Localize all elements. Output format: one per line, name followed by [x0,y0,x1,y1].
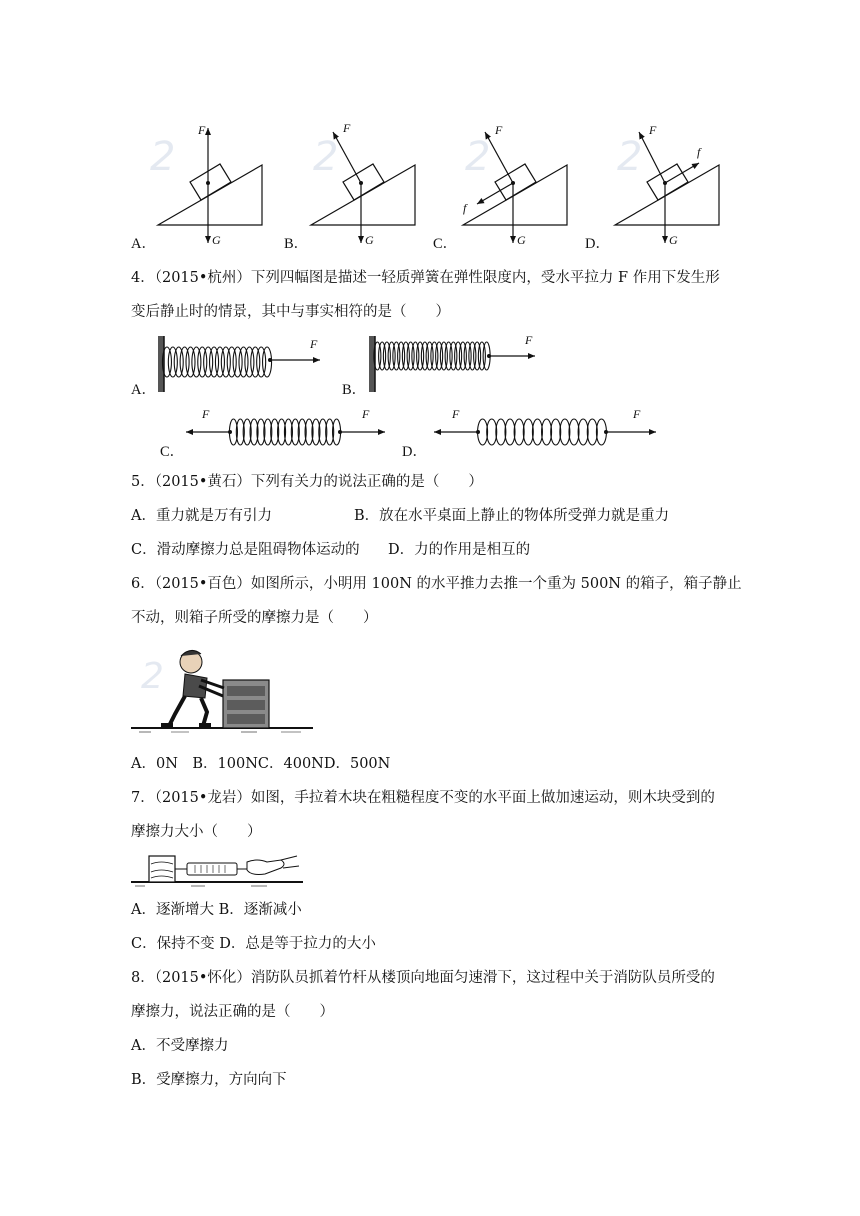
q3-d-force-g: G [669,233,678,247]
q4-a-force: F [310,337,318,351]
spring-coil [523,419,533,445]
q3-b-force-f: F [343,121,351,135]
q3-option-a-label: A． [131,236,156,252]
q3-b-force-g: G [365,233,374,247]
q3-figure-a [150,120,275,250]
q4-figure-c [180,404,395,454]
q4-figure-a [150,332,350,394]
q6-stem-line2: 不动，则箱子所受的摩擦力是（ ） [131,610,378,626]
q3-c-force-f: F [495,123,503,137]
q4-option-d-label: D． [402,444,427,460]
q4-d-force-right: F [633,407,641,421]
q4-figure-d [428,404,663,454]
q3-d-force-f-small: f [697,145,701,159]
q4-figure-b [365,332,565,394]
q3-a-force-g: G [212,233,221,247]
q7-option-cd: C．保持不变 D．总是等于拉力的大小 [131,936,376,952]
q5-option-d: D．力的作用是相互的 [388,542,531,558]
q3-c-force-g: G [517,233,526,247]
q8-stem-line2: 摩擦力，说法正确的是（ ） [131,1004,334,1020]
q5-option-c: C．滑动摩擦力总是阻碍物体运动的 [131,542,360,558]
q6-options: A．0N B．100NC．400ND．500N [131,756,391,772]
spring-coil [532,419,542,445]
q4-option-a-label: A． [131,382,156,398]
spring-coil [487,419,497,445]
q4-option-b-label: B． [342,382,367,398]
svg-text:2: 2 [617,134,643,180]
q6-figure-boy-pushing-box [131,640,316,736]
q6-stem-line1: 6．（2015•百色）如图所示，小明用 100N 的水平推力去推一个重为 500N 的箱子，箱子静止 [131,576,742,592]
q5-option-b: B．放在水平桌面上静止的物体所受弹力就是重力 [354,508,670,524]
q5-stem: 5．（2015•黄石）下列有关力的说法正确的是（ ） [131,474,483,490]
spring-coil [514,419,524,445]
q3-option-d-label: D． [585,236,610,252]
q7-option-ab: A．逐渐增大 B．逐渐减小 [131,902,302,918]
spring-coil [505,419,515,445]
q7-stem-line2: 摩擦力大小（ ） [131,824,262,840]
svg-text:2: 2 [141,656,164,697]
spring-coil [569,419,579,445]
q3-option-b-label: B． [284,236,309,252]
q4-stem-line2: 变后静止时的情景，其中与事实相符的是（ ） [131,304,450,320]
q3-a-force-f: F [198,123,206,137]
q4-c-force-right: F [362,407,370,421]
q4-c-force-left: F [202,407,210,421]
q8-option-b: B．受摩擦力，方向向下 [131,1072,287,1088]
spring-coil [496,419,506,445]
q4-b-force: F [525,333,533,347]
q8-option-a: A．不受摩擦力 [131,1038,229,1054]
q3-figure-c [455,120,580,250]
spring-coil [578,419,588,445]
q3-d-force-f: F [649,123,657,137]
q7-figure-block-pulled [131,852,306,888]
spring-coil [263,347,272,377]
q3-figure-d [607,120,732,250]
q3-c-force-f-small: f [463,201,467,215]
q4-stem-line1: 4．（2015•杭州）下列四幅图是描述一轻质弹簧在弹性限度内，受水平拉力 F 作用下发生形 [131,270,720,286]
q7-stem-line1: 7．（2015•龙岩）如图，手拉着木块在粗糙程度不变的水平面上做加速运动，则木块受到的 [131,790,715,806]
spring-coil [560,419,570,445]
spring-coil [542,419,552,445]
q4-option-c-label: C． [160,444,185,460]
svg-text:2: 2 [150,134,176,180]
q3-option-c-label: C． [433,236,458,252]
q8-stem-line1: 8．（2015•怀化）消防队员抓着竹杆从楼顶向地面匀速滑下，这过程中关于消防队员所受的 [131,970,715,986]
spring-coil [587,419,597,445]
spring-coil [551,419,561,445]
q4-d-force-left: F [452,407,460,421]
q3-figure-b [303,120,428,250]
svg-text:2: 2 [465,134,491,180]
q5-option-a: A．重力就是万有引力 [131,508,272,524]
svg-text:2: 2 [313,134,339,180]
